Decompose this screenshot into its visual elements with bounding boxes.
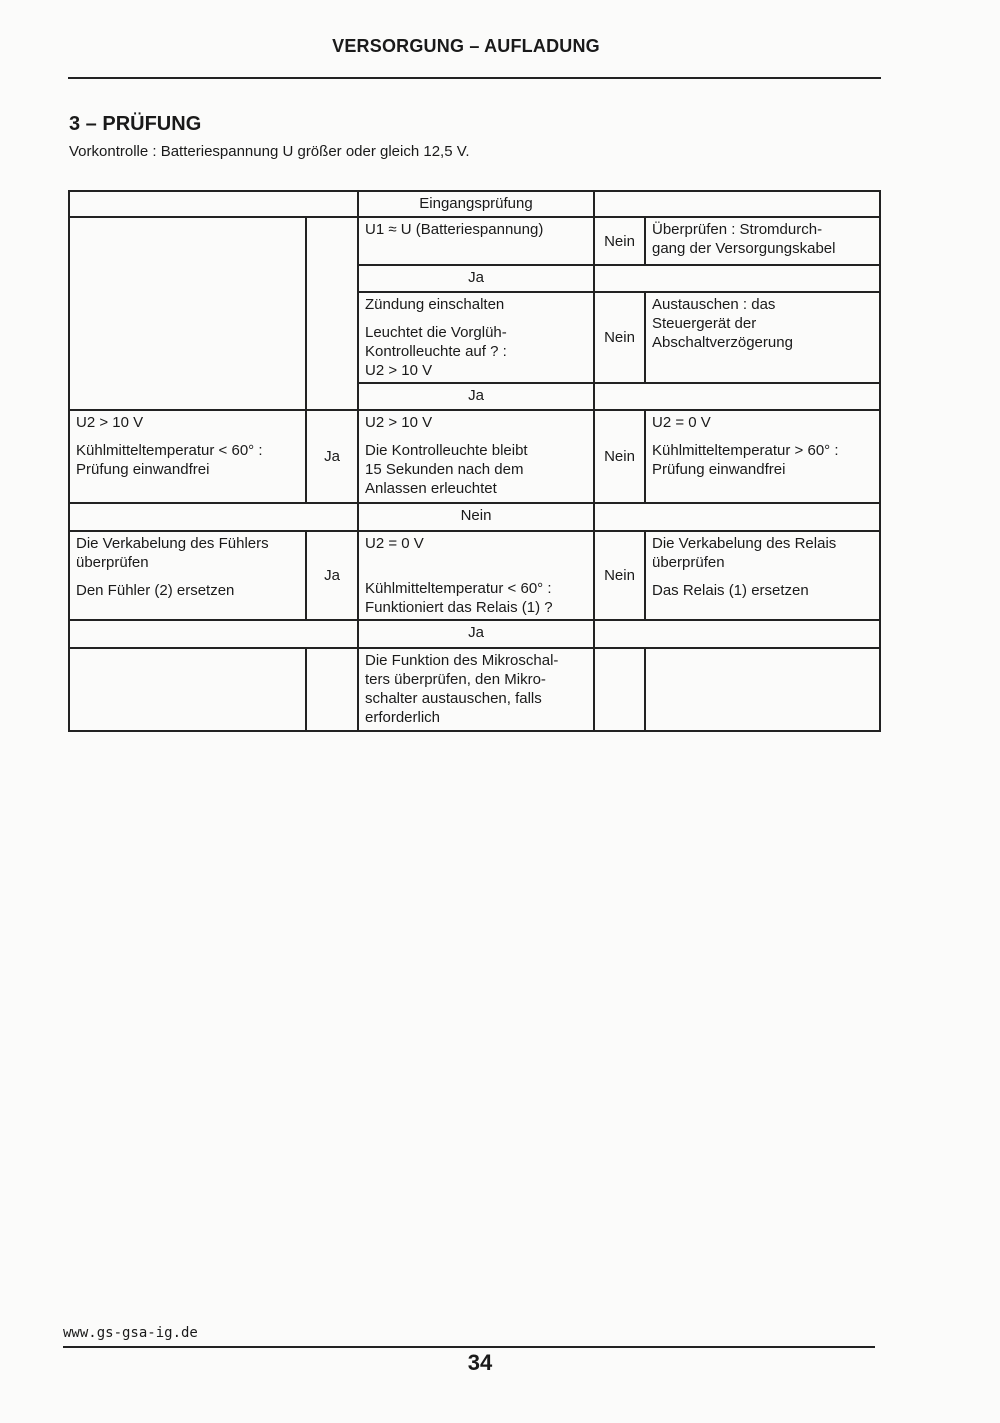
section-title: 3 – PRÜFUNG [69, 113, 202, 135]
page-number: 34 [467, 1350, 493, 1375]
text-line: überprüfen [76, 554, 149, 571]
col-line [305, 647, 307, 732]
text-line: Kühlmitteltemperatur > 60° : [652, 442, 839, 459]
col-line [644, 647, 646, 732]
nein-text: Nein [604, 232, 635, 250]
text-line: gang der Versorgungskabel [652, 240, 836, 257]
text-line: Die Verkabelung des Fühlers [76, 535, 269, 552]
spacer [365, 553, 587, 579]
text-line: überprüfen [652, 554, 725, 571]
text-line: 15 Sekunden nach dem [365, 461, 524, 478]
ja-text: Ja [324, 448, 340, 465]
text-line: U2 > 10 V [365, 414, 433, 431]
text-line: Anlassen erleuchtet [365, 480, 497, 497]
cell-u1-check: U1 ≈ U (Batteriespannung) [365, 221, 544, 238]
cell-nein-label [595, 293, 644, 382]
cell-ja-label: Ja [468, 624, 484, 641]
text-line: Prüfung einwandfrei [76, 461, 210, 478]
text-line: Prüfung einwandfrei [652, 461, 786, 478]
text-line: Leuchtet die Vorglüh- [365, 324, 507, 341]
cell-relay-check [359, 532, 593, 619]
cell-ja-label [307, 532, 357, 619]
footer-url: www.gs-gsa-ig.de [63, 1325, 198, 1341]
text-line: Zündung einschalten [365, 296, 505, 313]
text-line: Austauschen : das [652, 296, 776, 313]
nein-text: Nein [604, 567, 635, 584]
spacer [76, 432, 299, 441]
cell-check-supply-cables [646, 218, 879, 264]
cell-microswitch-check [359, 649, 593, 730]
cell-ja-label [307, 411, 357, 502]
cell-nein-label: Nein [460, 507, 492, 524]
spacer [652, 432, 873, 441]
text-line: Kontrolleuchte auf ? : [365, 343, 507, 360]
text-line: Die Funktion des Mikroschal- [365, 652, 559, 669]
cell-nein-label [595, 218, 644, 264]
spacer [365, 314, 587, 323]
cell-ja-label: Ja [468, 387, 484, 404]
cell-right-u2-zero [646, 411, 879, 502]
text-line: Funktioniert das Relais (1) ? [365, 599, 553, 616]
text-line: U2 > 10 V [365, 362, 433, 379]
cell-check-relay-wiring [646, 532, 879, 619]
spacer [652, 572, 873, 581]
page-header-title: VERSORGUNG – AUFLADUNG [332, 36, 600, 56]
text-line: Den Fühler (2) ersetzen [76, 582, 235, 599]
cell-warning-lamp-check [359, 411, 593, 502]
table-border-right [879, 190, 881, 732]
nein-text: Nein [604, 448, 635, 465]
cell-nein-label [595, 532, 644, 619]
precheck-text: Vorkontrolle : Batteriespannung U größer oder gleich 12,5 V. [69, 143, 470, 160]
cell-ignition-check [359, 293, 593, 382]
cell-left-u2-ok [70, 411, 305, 502]
text-line: Kühlmitteltemperatur < 60° : [365, 580, 552, 597]
cell-check-sensor [70, 532, 305, 619]
cell-nein-label [595, 411, 644, 502]
text-line: Kühlmitteltemperatur < 60° : [76, 442, 263, 459]
text-line: erforderlich [365, 709, 441, 726]
cell-replace-control-unit [646, 293, 879, 382]
col-line [305, 216, 307, 411]
nein-text: Nein [604, 329, 635, 346]
text-line: Das Relais (1) ersetzen [652, 582, 809, 599]
text-line: Überprüfen : Stromdurch- [652, 221, 823, 238]
cell-ja-label: Ja [468, 269, 484, 286]
text-line: U2 = 0 V [652, 414, 711, 431]
text-line: U2 > 10 V [76, 414, 144, 431]
text-line: Die Verkabelung des Relais [652, 535, 837, 552]
text-line: ters überprüfen, den Mikro- [365, 671, 546, 688]
text-line: Steuergerät der [652, 315, 757, 332]
text-line: Abschaltverzögerung [652, 334, 793, 351]
ja-text: Ja [324, 567, 340, 584]
table-border-bottom [68, 730, 881, 732]
footer-rule [63, 1346, 875, 1348]
spacer [365, 432, 587, 441]
text-line: schalter austauschen, falls [365, 690, 542, 707]
text-line: U2 = 0 V [365, 535, 424, 552]
spacer [76, 572, 299, 581]
cell-eingangspruefung: Eingangsprüfung [419, 195, 533, 212]
text-line: Die Kontrolleuchte bleibt [365, 442, 528, 459]
